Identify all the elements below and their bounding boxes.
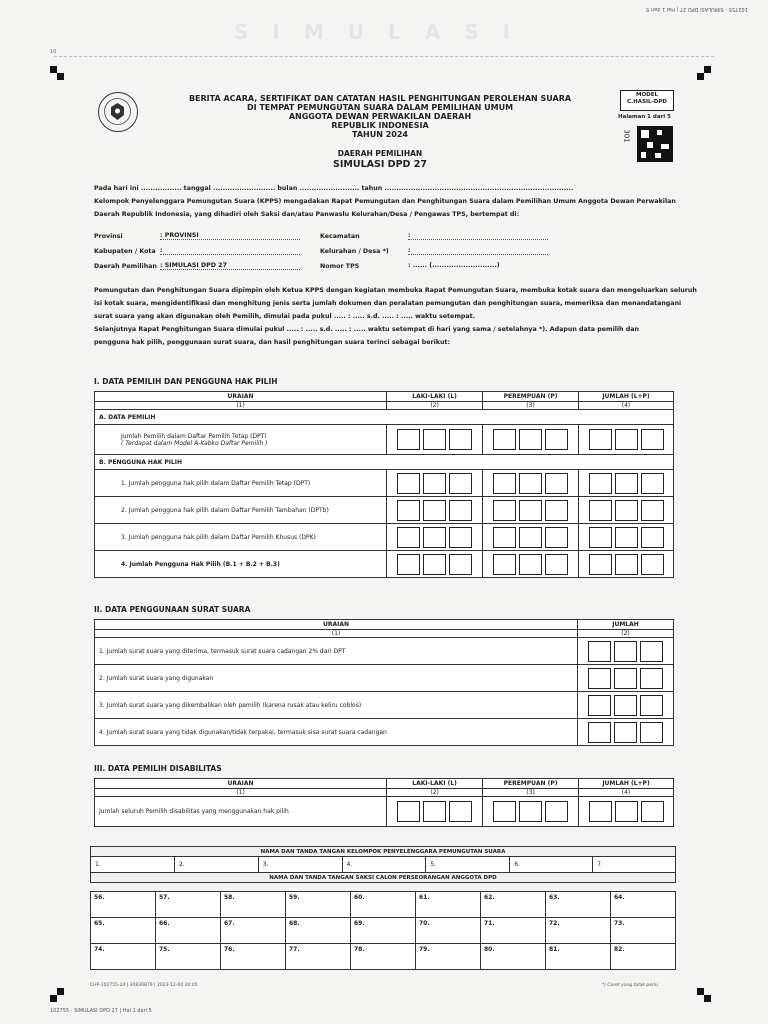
- saksi-signature-slot[interactable]: [156, 892, 221, 918]
- col-num: (3): [483, 402, 579, 410]
- table-row-total: 4. Jumlah Pengguna Hak Pilih (B.1 + B.2 + B.3): [95, 551, 387, 578]
- digit-input[interactable]: [583, 473, 669, 494]
- saksi-signature-slot[interactable]: [611, 944, 676, 970]
- kelurahan-label: Kelurahan / Desa *): [320, 248, 389, 255]
- slot-number: 78.: [354, 946, 365, 953]
- document-title: [150, 94, 610, 139]
- region-label: DAERAH PEMILIHAN: [337, 149, 423, 158]
- registration-mark-top-left: [50, 66, 64, 80]
- slot-number: 5.: [430, 861, 437, 868]
- registration-mark-bottom-left: [50, 988, 64, 1002]
- slot-number: 61.: [419, 894, 430, 901]
- col-uraian: URAIAN: [95, 620, 578, 630]
- col-laki: LAKI-LAKI (L): [387, 392, 483, 402]
- table-row: Jumlah seluruh Pemilih disabilitas yang menggunakan hak pilih: [95, 797, 387, 827]
- tps-field[interactable]: : ...... (...........................): [408, 262, 500, 269]
- body-line-4: Selanjutnya Rapat Penghitungan Suara dimulai pukul ..... : ..... s.d. ..... : ..... waktu setempat di hari yang sama / setelahnya *). Adapun data pemilih dan: [94, 326, 639, 333]
- slot-number: 75.: [159, 946, 170, 953]
- slot-number: 4.: [346, 861, 353, 868]
- kecamatan-label: Kecamatan: [320, 233, 360, 240]
- table-row: 3. Jumlah surat suara yang dikembalikan oleh pemilih (karena rusak atau keliru coblos): [95, 692, 578, 719]
- title-line-4: REPUBLIK INDONESIA: [331, 121, 429, 130]
- slot-number: 73.: [614, 920, 625, 927]
- region-value: SIMULASI DPD 27: [333, 159, 427, 170]
- page-info: Halaman 1 dari 5: [618, 114, 671, 120]
- bottom-footer: 102755 - SIMULASI DPD 27 | Hal 1 dari 5: [50, 1008, 152, 1014]
- saksi-signature-slot[interactable]: [156, 918, 221, 944]
- saksi-signature-slot[interactable]: [481, 892, 546, 918]
- kpps-signature-slot[interactable]: [593, 857, 676, 873]
- slot-number: 64.: [614, 894, 625, 901]
- saksi-signature-slot[interactable]: [221, 944, 286, 970]
- watermark: SIMULASI: [233, 20, 535, 44]
- kpps-signature-slot[interactable]: [342, 857, 426, 873]
- slot-number: 56.: [94, 894, 105, 901]
- col-num: (2): [387, 789, 483, 797]
- body-line-3: surat suara yang akan digunakan oleh Pemilih, dimulai pada pukul ..... : ..... s.d. ..... : ..... waktu setempat.: [94, 313, 476, 320]
- section-1-table: [94, 391, 674, 578]
- saksi-row: [91, 892, 676, 918]
- model-box: [620, 90, 674, 111]
- mirrored-footer-text: 102755 - SIMULASI DPD 27 | Hal 1 dari 5: [646, 6, 748, 12]
- col-num: (1): [95, 402, 387, 410]
- section-3-title: III. DATA PEMILIH DISABILITAS: [94, 764, 222, 773]
- slot-number: 66.: [159, 920, 170, 927]
- digit-input[interactable]: [391, 429, 478, 450]
- slot-number: 72.: [549, 920, 560, 927]
- slot-number: 59.: [289, 894, 300, 901]
- col-num: (1): [95, 789, 387, 797]
- saksi-signature-slot[interactable]: [91, 892, 156, 918]
- slot-number: 58.: [224, 894, 235, 901]
- slot-number: 77.: [289, 946, 300, 953]
- footnote: *) Coret yang tidak perlu: [602, 983, 658, 988]
- registration-mark-bottom-right: [697, 988, 711, 1002]
- saksi-signature-slot[interactable]: [221, 892, 286, 918]
- slot-number: 74.: [94, 946, 105, 953]
- saksi-signature-slot[interactable]: [286, 892, 351, 918]
- section-2-table: [94, 619, 674, 746]
- slot-number: 6.: [514, 861, 520, 868]
- saksi-signature-slot[interactable]: [221, 918, 286, 944]
- qr-code: [637, 126, 673, 162]
- col-uraian: URAIAN: [95, 392, 387, 402]
- slot-number: 76.: [224, 946, 235, 953]
- digit-input[interactable]: [582, 668, 669, 689]
- col-num: (4): [579, 402, 674, 410]
- table-row: 1. Jumlah pengguna hak pilih dalam Daftar Pemilih Tetap (DPT): [95, 470, 387, 497]
- kpps-signature-table: [90, 846, 676, 883]
- saksi-signature-slot[interactable]: [611, 892, 676, 918]
- row-label: Jumlah Pemilih dalam Daftar Pemilih Tetap (DPT): [121, 432, 267, 440]
- kecamatan-field[interactable]: :: [408, 232, 548, 240]
- dapil-label: Daerah Pemilihan: [94, 263, 157, 270]
- digit-input[interactable]: [583, 429, 669, 450]
- intro-paragraph-1: Kelompok Penyelenggara Pemungutan Suara (KPPS) mengadakan Rapat Pemungutan dan Penghitungan Suara dalam Pemilihan Umum Anggota Dewan Perwakilan: [94, 198, 676, 205]
- digit-input[interactable]: [582, 695, 669, 716]
- table-row: 2. Jumlah pengguna hak pilih dalam Daftar Pemilih Tambahan (DPTb): [95, 497, 387, 524]
- section-a-title: A. DATA PEMILIH: [95, 410, 674, 425]
- slot-number: 7.: [597, 861, 603, 868]
- kpu-emblem-icon: [99, 93, 136, 130]
- table-row: 4. Jumlah surat suara yang tidak digunakan/tidak terpakai, termasuk sisa surat suara cadangan: [95, 719, 578, 746]
- digit-input[interactable]: [583, 527, 669, 548]
- section-1-title: I. DATA PEMILIH DAN PENGGUNA HAK PILIH: [94, 377, 278, 386]
- table-row: [95, 425, 387, 455]
- slot-number: 1.: [95, 861, 101, 868]
- saksi-signature-slot[interactable]: [156, 944, 221, 970]
- slot-number: 60.: [354, 894, 365, 901]
- title-line-2: DI TEMPAT PEMUNGUTAN SUARA DALAM PEMILIHAN UMUM: [246, 103, 514, 112]
- col-num: (1): [95, 630, 578, 638]
- title-line-5: TAHUN 2024: [352, 130, 408, 139]
- slot-number: 57.: [159, 894, 170, 901]
- slot-number: 68.: [289, 920, 300, 927]
- saksi-signature-slot[interactable]: [91, 918, 156, 944]
- side-code: 301: [622, 129, 631, 143]
- col-num: (3): [483, 789, 579, 797]
- digit-input[interactable]: [487, 429, 574, 450]
- cut-line: [54, 56, 714, 57]
- dapil-field[interactable]: : SIMULASI DPD 27: [160, 262, 300, 270]
- kpps-signature-slot[interactable]: [91, 857, 175, 873]
- col-jumlah: JUMLAH: [578, 620, 674, 630]
- title-line-1: BERITA ACARA, SERTIFIKAT DAN CATATAN HASIL PENGHITUNGAN PEROLEHAN SUARA: [188, 94, 572, 103]
- kabupaten-field[interactable]: :: [160, 247, 300, 255]
- body-line-1: Pemungutan dan Penghitungan Suara dipimpin oleh Ketua KPPS dengan kegiatan membuka Rapat Pemungutan Suara, membuka kotak suara dan mengeluarkan seluruh: [94, 287, 697, 294]
- row-note: ( Terdapat dalam Model A-Kabko Daftar Pemilih ): [121, 439, 268, 447]
- saksi-signature-table: [90, 891, 676, 970]
- slot-number: 2.: [178, 861, 185, 868]
- saksi-row: [91, 944, 676, 970]
- date-line[interactable]: Pada hari ini ................. tanggal .......................... bulan ......................... tahun ...............................................................................: [94, 185, 574, 192]
- slot-number: 79.: [419, 946, 430, 953]
- slot-number: 69.: [354, 920, 365, 927]
- saksi-title: NAMA DAN TANDA TANGAN SAKSI CALON PERSEORANGAN ANGGOTA DPD: [91, 873, 676, 883]
- digit-input[interactable]: [583, 500, 669, 521]
- intro-paragraph-2: Daerah Republik Indonesia, yang dihadiri oleh Saksi dan/atau Panwaslu Kelurahan/Desa / Pengawas TPS, bertempat di:: [94, 211, 520, 218]
- model-label: MODEL: [636, 92, 658, 98]
- saksi-signature-slot[interactable]: [351, 944, 416, 970]
- digit-input[interactable]: [391, 527, 478, 548]
- col-uraian: URAIAN: [95, 779, 387, 789]
- slot-number: 67.: [224, 920, 235, 927]
- saksi-signature-slot[interactable]: [481, 918, 546, 944]
- kelurahan-field[interactable]: :: [408, 247, 548, 255]
- table-row: 1. Jumlah surat suara yang diterima, termasuk surat suara cadangan 2% dari DPT: [95, 638, 578, 665]
- digit-input[interactable]: [487, 801, 574, 822]
- slot-number: 3.: [262, 861, 269, 868]
- provinsi-field[interactable]: : PROVINSI: [160, 232, 300, 240]
- digit-input[interactable]: [583, 801, 669, 822]
- kabupaten-label: Kabupaten / Kota: [94, 248, 156, 255]
- saksi-row: [91, 918, 676, 944]
- slot-number: 81.: [549, 946, 560, 953]
- saksi-signature-slot[interactable]: [416, 918, 481, 944]
- body-line-2: isi kotak suara, mengidentifikasi dan menghitung jenis serta jumlah dokumen dan peralatan pemungutan dan penghitungan suara, memeriksa dan menandatangani: [94, 300, 682, 307]
- saksi-signature-slot[interactable]: [611, 918, 676, 944]
- tps-label: Nomor TPS: [320, 263, 360, 270]
- digit-input[interactable]: [391, 500, 478, 521]
- saksi-signature-slot[interactable]: [546, 918, 611, 944]
- saksi-signature-slot[interactable]: [481, 944, 546, 970]
- kpps-signature-slot[interactable]: [510, 857, 593, 873]
- digit-input[interactable]: [582, 722, 669, 743]
- body-line-5: pengguna hak pilih, penggunaan surat suara, dan hasil penghitungan suara terinci sebagai berikut:: [94, 339, 450, 346]
- saksi-signature-slot[interactable]: [91, 944, 156, 970]
- section-3-table: [94, 778, 674, 827]
- col-jumlah: JUMLAH (L+P): [579, 392, 674, 402]
- digit-input[interactable]: [487, 554, 574, 575]
- saksi-signature-slot[interactable]: [286, 944, 351, 970]
- title-line-3: ANGGOTA DEWAN PERWAKILAN DAERAH: [288, 112, 472, 121]
- saksi-signature-slot[interactable]: [546, 892, 611, 918]
- digit-input[interactable]: [391, 473, 478, 494]
- kpps-signature-slot[interactable]: [426, 857, 510, 873]
- model-value: C.HASIL-DPD: [627, 99, 667, 105]
- slot-number: 80.: [484, 946, 495, 953]
- section-2-title: II. DATA PENGGUNAAN SURAT SUARA: [94, 605, 251, 614]
- digit-input[interactable]: [487, 473, 574, 494]
- saksi-signature-slot[interactable]: [416, 892, 481, 918]
- saksi-signature-slot[interactable]: [416, 944, 481, 970]
- saksi-signature-slot[interactable]: [546, 944, 611, 970]
- slot-number: 62.: [484, 894, 495, 901]
- col-num: (2): [578, 630, 674, 638]
- col-num: (4): [579, 789, 674, 797]
- slot-number: 65.: [94, 920, 105, 927]
- slot-number: 63.: [549, 894, 560, 901]
- col-perempuan: PEREMPUAN (P): [483, 779, 579, 789]
- kpu-logo: [98, 92, 138, 132]
- slot-number: 71.: [484, 920, 495, 927]
- kpps-title: NAMA DAN TANDA TANGAN KELOMPOK PENYELENGGARA PEMUNGUTAN SUARA: [91, 847, 676, 857]
- digit-input[interactable]: [391, 554, 478, 575]
- col-jumlah: JUMLAH (L+P): [579, 779, 674, 789]
- saksi-signature-slot[interactable]: [351, 918, 416, 944]
- table-row: 3. Jumlah pengguna hak pilih dalam Daftar Pemilih Khusus (DPK): [95, 524, 387, 551]
- kpps-signature-slot[interactable]: [174, 857, 258, 873]
- provinsi-label: Provinsi: [94, 233, 123, 240]
- digit-input[interactable]: [487, 527, 574, 548]
- col-num: (2): [387, 402, 483, 410]
- digit-input[interactable]: [582, 641, 669, 662]
- slot-number: 70.: [419, 920, 430, 927]
- digit-input[interactable]: [583, 554, 669, 575]
- digit-input[interactable]: [391, 801, 478, 822]
- saksi-signature-slot[interactable]: [286, 918, 351, 944]
- table-row: 2. Jumlah surat suara yang digunakan: [95, 665, 578, 692]
- registration-mark-top-right: [697, 66, 711, 80]
- saksi-signature-slot[interactable]: [351, 892, 416, 918]
- page-corner-number: 10: [50, 49, 57, 55]
- document-code: CHP-102755-24 | 30830879 | 2023-12-04 20:05: [90, 983, 198, 988]
- col-laki: LAKI-LAKI (L): [387, 779, 483, 789]
- col-perempuan: PEREMPUAN (P): [483, 392, 579, 402]
- kpps-signature-slot[interactable]: [258, 857, 342, 873]
- digit-input[interactable]: [487, 500, 574, 521]
- section-b-title: B. PENGGUNA HAK PILIH: [95, 455, 674, 470]
- slot-number: 82.: [614, 946, 625, 953]
